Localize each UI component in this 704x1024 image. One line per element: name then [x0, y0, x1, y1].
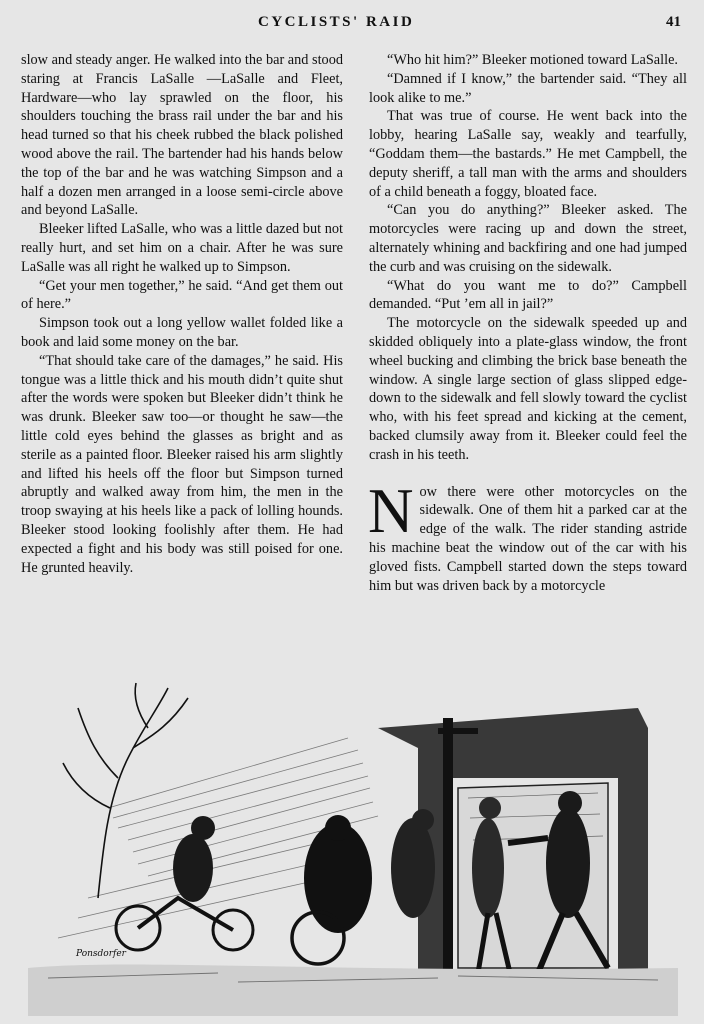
paragraph: “Who hit him?” Bleeker motioned toward LaSalle.	[387, 52, 679, 68]
paragraph: “Damned if I know,” the bartender said. “They all look alike to me.”	[369, 70, 687, 106]
section-text: ow there were other motorcycles on the sidewalk. One of them hit a parked car at the edge of the walk. The rider standing astride his machine beat the window out of the car with his gloved fists. Campbell started down the steps toward him but was driven back by a motorcycle	[369, 483, 687, 594]
paragraph: “Can you do anything?” Bleeker asked. The motorcycles were racing up and down the street, alternately whining and backfiring and one had jumped the curb and was cruising on the sidewalk.	[369, 202, 687, 275]
section-paragraph	[368, 475, 687, 596]
right-column	[369, 51, 687, 595]
paragraph: “What do you want me to do?” Campbell demanded. “Put ’em all in jail?”	[369, 277, 687, 313]
running-head: CYCLISTS' RAID	[258, 14, 415, 30]
paragraph: Simpson took out a long yellow wallet folded like a book and laid some money on the bar.	[21, 315, 343, 350]
paragraph: “Get your men together,” he said. “And get them out of here.”	[21, 277, 343, 313]
paragraph: slow and steady anger. He walked into the bar and stood staring at Francis LaSalle —LaSalle and Fleet, Hardware—who lay sprawled on the floor, his shoulders touching the brass rail under the bar and his head turned so that his cheek rubbed the black polished wood above the rail. The bartender had his hands below the top of the bar and he was watching Simpson and a half a dozen men arranged in a loose semi-circle above and beyond LaSalle.	[21, 52, 343, 219]
paragraph: Bleeker lifted LaSalle, who was a little dazed but not really hurt, and set him on a chair. After he was sure LaSalle was all right he walked up to Simpson.	[21, 221, 343, 275]
paragraph: “That should take care of the damages,” he said. His tongue was a little thick and his mouth didn’t quite shut after the words were spoken but Bleeker didn’t think he was drunk. Bleeker saw too—or thought he saw—the little cold eyes behind the glasses as bright and as sterile as a painted floor. Bleeker raised his arm slightly and lifted his heels off the floor but Simpson turned abruptly and walked away from him, the men in the troop swaying at his heels like a pack of lolling hounds. Bleeker stood looking foolishly after them. He had expected a fight and his body was still poised for one. He grunted heavily.	[21, 352, 343, 576]
section-break	[369, 465, 687, 483]
artist-signature: Ponsdorfer	[76, 949, 126, 959]
paragraph: That was true of course. He went back into the lobby, hearing LaSalle say, weakly and tearfully, “Goddam them—the bastards.” He met Campbell, the deputy sheriff, a tall man with the arms and shoulders of a child beneath a foggy, bloated face.	[369, 108, 687, 200]
drop-cap: N	[368, 475, 414, 546]
left-column	[21, 51, 343, 577]
paragraph: The motorcycle on the sidewalk speeded up and skidded obliquely into a plate-glass window, the front wheel bucking and climbing the brick base beneath the window. A single large section of glass slipped edge-down to the sidewalk and fell slowly toward the cyclist who, with his feet spread and kicking at the cement, backed clumsily away from it. Bleeker could feel the crash in his teeth.	[369, 315, 687, 463]
page-number: 41	[666, 14, 681, 30]
street-riot-illustration	[18, 668, 690, 1016]
